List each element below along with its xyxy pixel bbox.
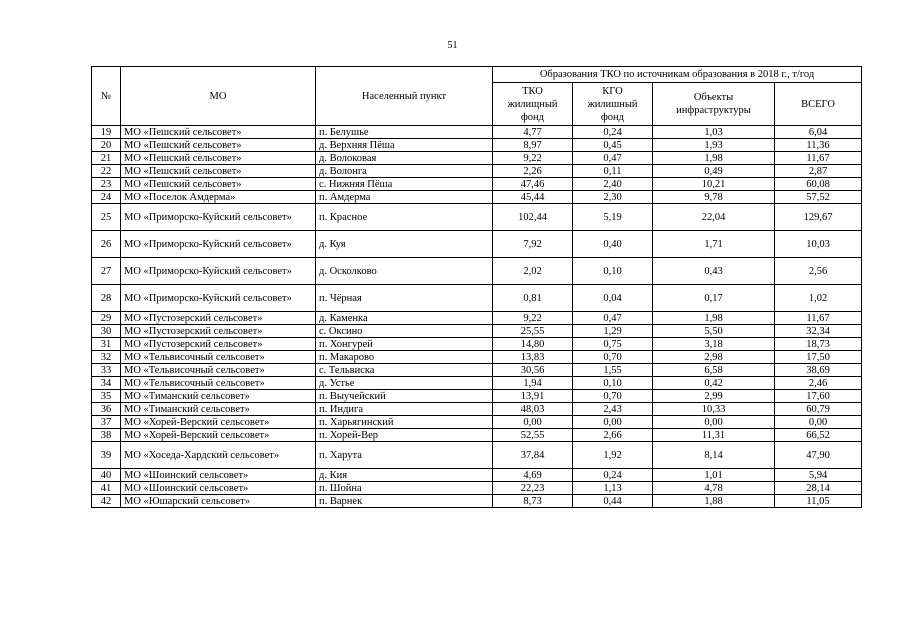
cell-num: 22	[92, 165, 121, 178]
table-row	[92, 338, 862, 351]
cell-num: 24	[92, 191, 121, 204]
cell-total: 32,34	[775, 325, 862, 338]
cell-mo: МО «Хорей-Верский сельсовет»	[121, 429, 316, 442]
cell-place: п. Выучейский	[316, 390, 493, 403]
cell-kgo: 0,40	[573, 231, 653, 258]
table-row	[92, 152, 862, 165]
cell-infra: 5,50	[653, 325, 775, 338]
cell-kgo: 1,55	[573, 364, 653, 377]
cell-kgo: 5,19	[573, 204, 653, 231]
cell-tko: 30,56	[493, 364, 573, 377]
cell-tko: 37,84	[493, 442, 573, 469]
cell-total: 0,00	[775, 416, 862, 429]
cell-tko: 4,69	[493, 469, 573, 482]
cell-infra: 1,71	[653, 231, 775, 258]
cell-tko: 8,73	[493, 495, 573, 508]
cell-mo: МО «Приморско-Куйский сельсовет»	[121, 258, 316, 285]
cell-total: 38,69	[775, 364, 862, 377]
cell-place: п. Макарово	[316, 351, 493, 364]
cell-mo: МО «Тельвисочный сельсовет»	[121, 364, 316, 377]
cell-kgo: 0,75	[573, 338, 653, 351]
cell-kgo: 0,70	[573, 351, 653, 364]
table-row	[92, 126, 862, 139]
cell-tko: 45,44	[493, 191, 573, 204]
waste-table	[91, 66, 862, 508]
cell-infra: 8,14	[653, 442, 775, 469]
cell-infra: 11,31	[653, 429, 775, 442]
cell-infra: 2,99	[653, 390, 775, 403]
cell-total: 10,03	[775, 231, 862, 258]
cell-tko: 4,77	[493, 126, 573, 139]
cell-place: с. Оксино	[316, 325, 493, 338]
cell-mo: МО «Приморско-Куйский сельсовет»	[121, 204, 316, 231]
table-row	[92, 139, 862, 152]
cell-place: д. Кия	[316, 469, 493, 482]
cell-mo: МО «Пешский сельсовет»	[121, 126, 316, 139]
table-row	[92, 351, 862, 364]
cell-num: 25	[92, 204, 121, 231]
table-row	[92, 231, 862, 258]
cell-infra: 1,93	[653, 139, 775, 152]
cell-num: 21	[92, 152, 121, 165]
cell-kgo: 0,70	[573, 390, 653, 403]
table-row	[92, 312, 862, 325]
cell-place: п. Чёрная	[316, 285, 493, 312]
cell-total: 1,02	[775, 285, 862, 312]
table-row	[92, 285, 862, 312]
cell-kgo: 1,29	[573, 325, 653, 338]
cell-kgo: 0,44	[573, 495, 653, 508]
cell-kgo: 0,24	[573, 126, 653, 139]
cell-kgo: 0,10	[573, 258, 653, 285]
table-row	[92, 258, 862, 285]
cell-infra: 1,98	[653, 312, 775, 325]
cell-total: 11,67	[775, 312, 862, 325]
cell-infra: 2,98	[653, 351, 775, 364]
cell-place: п. Хонгурей	[316, 338, 493, 351]
cell-place: п. Варнек	[316, 495, 493, 508]
cell-kgo: 0,00	[573, 416, 653, 429]
cell-num: 33	[92, 364, 121, 377]
page-number: 51	[447, 40, 458, 51]
header-total: ВСЕГО	[775, 83, 862, 126]
cell-tko: 2,26	[493, 165, 573, 178]
cell-tko: 52,55	[493, 429, 573, 442]
cell-mo: МО «Пустозерский сельсовет»	[121, 312, 316, 325]
cell-num: 19	[92, 126, 121, 139]
cell-infra: 10,33	[653, 403, 775, 416]
cell-infra: 0,43	[653, 258, 775, 285]
cell-infra: 0,17	[653, 285, 775, 312]
cell-total: 66,52	[775, 429, 862, 442]
table-row	[92, 442, 862, 469]
cell-mo: МО «Шоинский сельсовет»	[121, 469, 316, 482]
cell-tko: 13,91	[493, 390, 573, 403]
cell-tko: 9,22	[493, 312, 573, 325]
cell-total: 6,04	[775, 126, 862, 139]
cell-kgo: 0,11	[573, 165, 653, 178]
header-tko: ТКО жилищный фонд	[493, 83, 573, 126]
table-row	[92, 191, 862, 204]
table-row	[92, 495, 862, 508]
cell-tko: 102,44	[493, 204, 573, 231]
cell-total: 17,60	[775, 390, 862, 403]
cell-num: 38	[92, 429, 121, 442]
cell-mo: МО «Хорей-Верский сельсовет»	[121, 416, 316, 429]
cell-num: 36	[92, 403, 121, 416]
table-row	[92, 204, 862, 231]
cell-place: п. Шойна	[316, 482, 493, 495]
table-row	[92, 377, 862, 390]
cell-place: д. Каменка	[316, 312, 493, 325]
cell-place: д. Осколково	[316, 258, 493, 285]
cell-mo: МО «Пустозерский сельсовет»	[121, 325, 316, 338]
cell-infra: 1,98	[653, 152, 775, 165]
cell-num: 30	[92, 325, 121, 338]
table-row	[92, 429, 862, 442]
cell-num: 41	[92, 482, 121, 495]
cell-tko: 48,03	[493, 403, 573, 416]
cell-num: 32	[92, 351, 121, 364]
cell-place: п. Белушье	[316, 126, 493, 139]
cell-total: 28,14	[775, 482, 862, 495]
cell-mo: МО «Приморско-Куйский сельсовет»	[121, 231, 316, 258]
cell-place: д. Волоковая	[316, 152, 493, 165]
cell-infra: 0,42	[653, 377, 775, 390]
cell-place: д. Устье	[316, 377, 493, 390]
header-num: №	[92, 67, 121, 126]
table-row	[92, 325, 862, 338]
cell-tko: 2,02	[493, 258, 573, 285]
cell-num: 29	[92, 312, 121, 325]
cell-total: 11,67	[775, 152, 862, 165]
cell-tko: 14,80	[493, 338, 573, 351]
cell-place: п. Хорей-Вер	[316, 429, 493, 442]
cell-infra: 1,88	[653, 495, 775, 508]
cell-total: 57,52	[775, 191, 862, 204]
cell-num: 39	[92, 442, 121, 469]
cell-place: с. Нижняя Пёша	[316, 178, 493, 191]
cell-place: п. Индига	[316, 403, 493, 416]
cell-kgo: 1,92	[573, 442, 653, 469]
cell-mo: МО «Тиманский сельсовет»	[121, 403, 316, 416]
cell-tko: 9,22	[493, 152, 573, 165]
cell-total: 2,56	[775, 258, 862, 285]
cell-mo: МО «Пешский сельсовет»	[121, 139, 316, 152]
cell-tko: 0,81	[493, 285, 573, 312]
cell-total: 2,46	[775, 377, 862, 390]
cell-mo: МО «Хоседа-Хардский сельсовет»	[121, 442, 316, 469]
cell-num: 37	[92, 416, 121, 429]
cell-place: п. Амдерма	[316, 191, 493, 204]
cell-total: 60,08	[775, 178, 862, 191]
cell-mo: МО «Пустозерский сельсовет»	[121, 338, 316, 351]
cell-kgo: 0,10	[573, 377, 653, 390]
cell-tko: 22,23	[493, 482, 573, 495]
cell-mo: МО «Поселок Амдерма»	[121, 191, 316, 204]
table-row	[92, 403, 862, 416]
cell-mo: МО «Приморско-Куйский сельсовет»	[121, 285, 316, 312]
cell-place: п. Харьягинский	[316, 416, 493, 429]
cell-num: 35	[92, 390, 121, 403]
cell-mo: МО «Тельвисочный сельсовет»	[121, 377, 316, 390]
cell-num: 26	[92, 231, 121, 258]
cell-total: 60,79	[775, 403, 862, 416]
cell-num: 20	[92, 139, 121, 152]
cell-kgo: 2,66	[573, 429, 653, 442]
table-row	[92, 178, 862, 191]
cell-total: 11,05	[775, 495, 862, 508]
cell-place: п. Харута	[316, 442, 493, 469]
cell-infra: 1,01	[653, 469, 775, 482]
cell-infra: 4,78	[653, 482, 775, 495]
cell-total: 17,50	[775, 351, 862, 364]
cell-total: 47,90	[775, 442, 862, 469]
cell-tko: 1,94	[493, 377, 573, 390]
table-row	[92, 165, 862, 178]
cell-infra: 22,04	[653, 204, 775, 231]
cell-place: п. Красное	[316, 204, 493, 231]
cell-mo: МО «Юшарский сельсовет»	[121, 495, 316, 508]
cell-mo: МО «Шоинский сельсовет»	[121, 482, 316, 495]
cell-total: 5,94	[775, 469, 862, 482]
cell-place: д. Куя	[316, 231, 493, 258]
cell-num: 23	[92, 178, 121, 191]
cell-total: 2,87	[775, 165, 862, 178]
cell-tko: 0,00	[493, 416, 573, 429]
table-row	[92, 469, 862, 482]
cell-tko: 47,46	[493, 178, 573, 191]
cell-infra: 9,78	[653, 191, 775, 204]
cell-infra: 1,03	[653, 126, 775, 139]
cell-mo: МО «Пешский сельсовет»	[121, 152, 316, 165]
table-row	[92, 390, 862, 403]
cell-mo: МО «Тельвисочный сельсовет»	[121, 351, 316, 364]
cell-total: 18,73	[775, 338, 862, 351]
table-row	[92, 482, 862, 495]
table-row	[92, 416, 862, 429]
cell-total: 11,36	[775, 139, 862, 152]
cell-kgo: 2,30	[573, 191, 653, 204]
cell-kgo: 0,24	[573, 469, 653, 482]
cell-infra: 0,00	[653, 416, 775, 429]
header-group: Образования ТКО по источникам образования в 2018 г., т/год	[493, 67, 862, 83]
cell-kgo: 2,43	[573, 403, 653, 416]
cell-num: 27	[92, 258, 121, 285]
cell-kgo: 0,04	[573, 285, 653, 312]
cell-mo: МО «Пешский сельсовет»	[121, 165, 316, 178]
table-row	[92, 364, 862, 377]
cell-kgo: 0,45	[573, 139, 653, 152]
cell-tko: 7,92	[493, 231, 573, 258]
cell-tko: 13,83	[493, 351, 573, 364]
cell-infra: 10,21	[653, 178, 775, 191]
cell-num: 34	[92, 377, 121, 390]
header-place: Населенный пункт	[316, 67, 493, 126]
header-kgo: КГО жилишный фонд	[573, 83, 653, 126]
cell-mo: МО «Тиманский сельсовет»	[121, 390, 316, 403]
cell-mo: МО «Пешский сельсовет»	[121, 178, 316, 191]
cell-kgo: 0,47	[573, 152, 653, 165]
table-body	[92, 126, 862, 508]
header-infra: Объекты инфраструктуры	[653, 83, 775, 126]
cell-num: 40	[92, 469, 121, 482]
cell-kgo: 1,13	[573, 482, 653, 495]
cell-place: с. Тельвиска	[316, 364, 493, 377]
cell-tko: 25,55	[493, 325, 573, 338]
cell-infra: 3,18	[653, 338, 775, 351]
cell-tko: 8,97	[493, 139, 573, 152]
cell-place: д. Волонга	[316, 165, 493, 178]
cell-num: 28	[92, 285, 121, 312]
cell-num: 42	[92, 495, 121, 508]
cell-infra: 6,58	[653, 364, 775, 377]
cell-infra: 0,49	[653, 165, 775, 178]
cell-place: д. Верхняя Пёша	[316, 139, 493, 152]
cell-num: 31	[92, 338, 121, 351]
cell-kgo: 0,47	[573, 312, 653, 325]
cell-kgo: 2,40	[573, 178, 653, 191]
header-mo: МО	[121, 67, 316, 126]
cell-total: 129,67	[775, 204, 862, 231]
